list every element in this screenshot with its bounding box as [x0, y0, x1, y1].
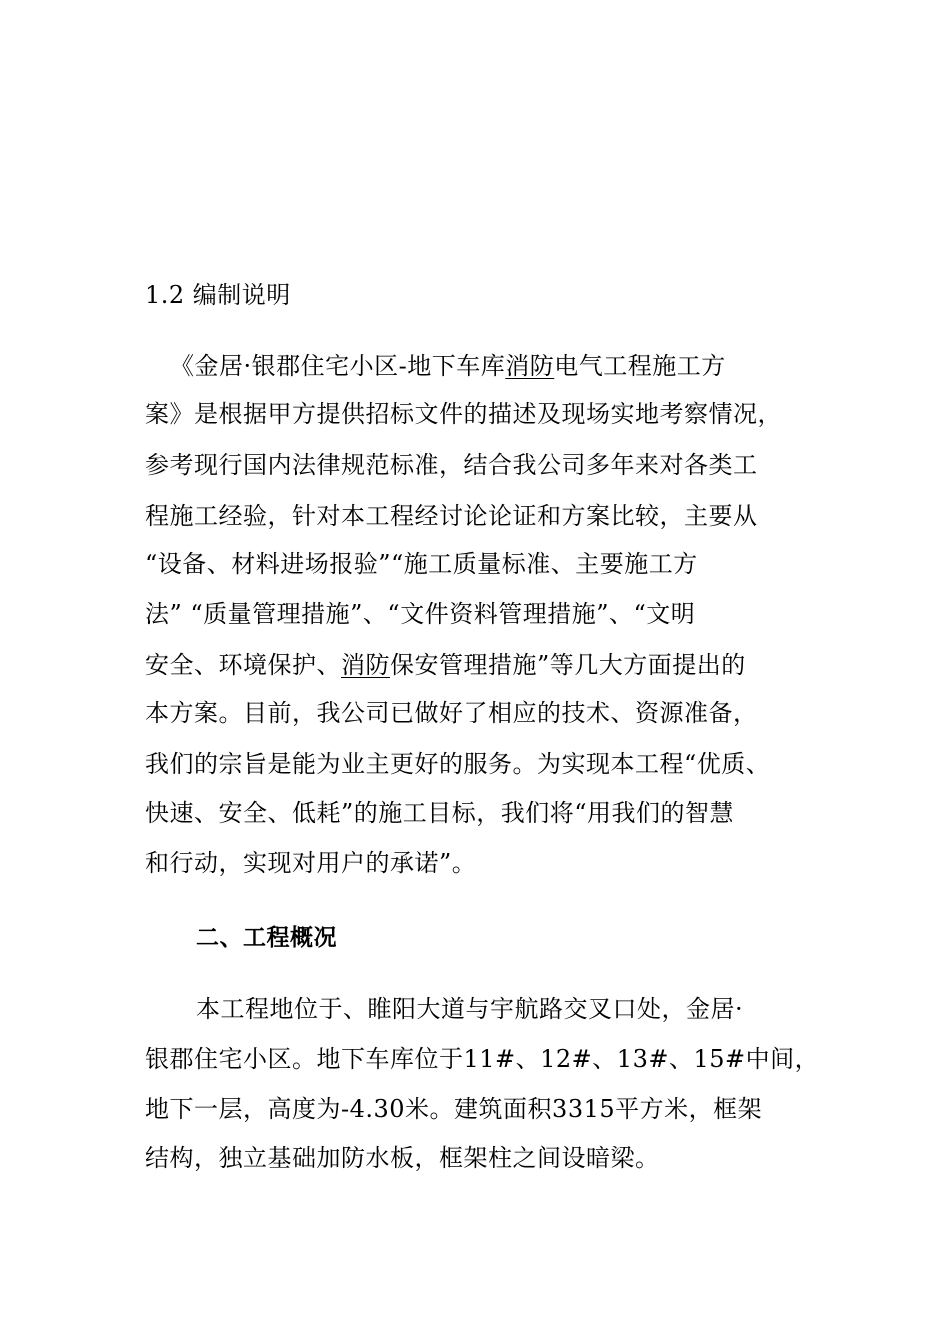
line-text: 和行动，实现对用户的承诺”。 [145, 849, 477, 877]
line-text: 保安管理措施”等几大方面提出的 [390, 651, 746, 679]
paragraph-line [145, 599, 695, 629]
paragraph-line [145, 749, 770, 779]
paragraph-line: 地下一层，高度为-4.30米。建筑面积3315平方米，框架 [145, 1095, 763, 1123]
paragraph-line: 银郡住宅小区。地下车库位于11#、12#、13#、15#中间， [145, 1045, 820, 1073]
line-text: 法” “质量管理措施”、“文件资料管理措施”、“文明 [145, 600, 696, 628]
paragraph-line [145, 798, 734, 828]
section-2-title: 二、工程概况 [196, 925, 337, 951]
line-text: “设备、材料进场报验”“施工质量标准、主要施工方 [145, 550, 698, 578]
paragraph-line [145, 848, 476, 878]
line-text: 电气工程施工方 [554, 352, 726, 380]
line-text: 参考现行国内法律规范标准，结合我公司多年来对各类工 [145, 451, 758, 479]
paragraph-line: 结构，独立基础加防水板，框架柱之间设暗梁。 [145, 1144, 660, 1172]
section-1-2-title: 1.2 编制说明 [145, 281, 291, 309]
paragraph-line [145, 501, 758, 531]
line-text: 快速、安全、低耗”的施工目标，我们将“用我们的智慧 [145, 799, 735, 827]
paragraph-line [145, 450, 758, 480]
paragraph-line [145, 549, 698, 579]
paragraph-line [145, 650, 746, 680]
underlined-term: 消防 [505, 352, 555, 380]
paragraph-line [170, 351, 726, 381]
paragraph-line: 本工程地位于、睢阳大道与宇航路交叉口处，金居· [196, 995, 744, 1023]
underlined-term: 消防 [341, 651, 390, 679]
line-text: 案》是根据甲方提供招标文件的描述及现场实地考察情况， [145, 400, 782, 428]
line-text: 安全、环境保护、 [145, 651, 341, 679]
line-text: 《金居·银郡住宅小区-地下车库 [170, 352, 506, 380]
paragraph-line [145, 399, 782, 429]
line-text: 本方案。目前，我公司已做好了相应的技术、资源准备， [145, 699, 758, 727]
line-text: 我们的宗旨是能为业主更好的服务。为实现本工程“优质、 [145, 750, 771, 778]
paragraph-line [145, 698, 758, 728]
line-text: 程施工经验，针对本工程经讨论论证和方案比较，主要从 [145, 502, 758, 530]
